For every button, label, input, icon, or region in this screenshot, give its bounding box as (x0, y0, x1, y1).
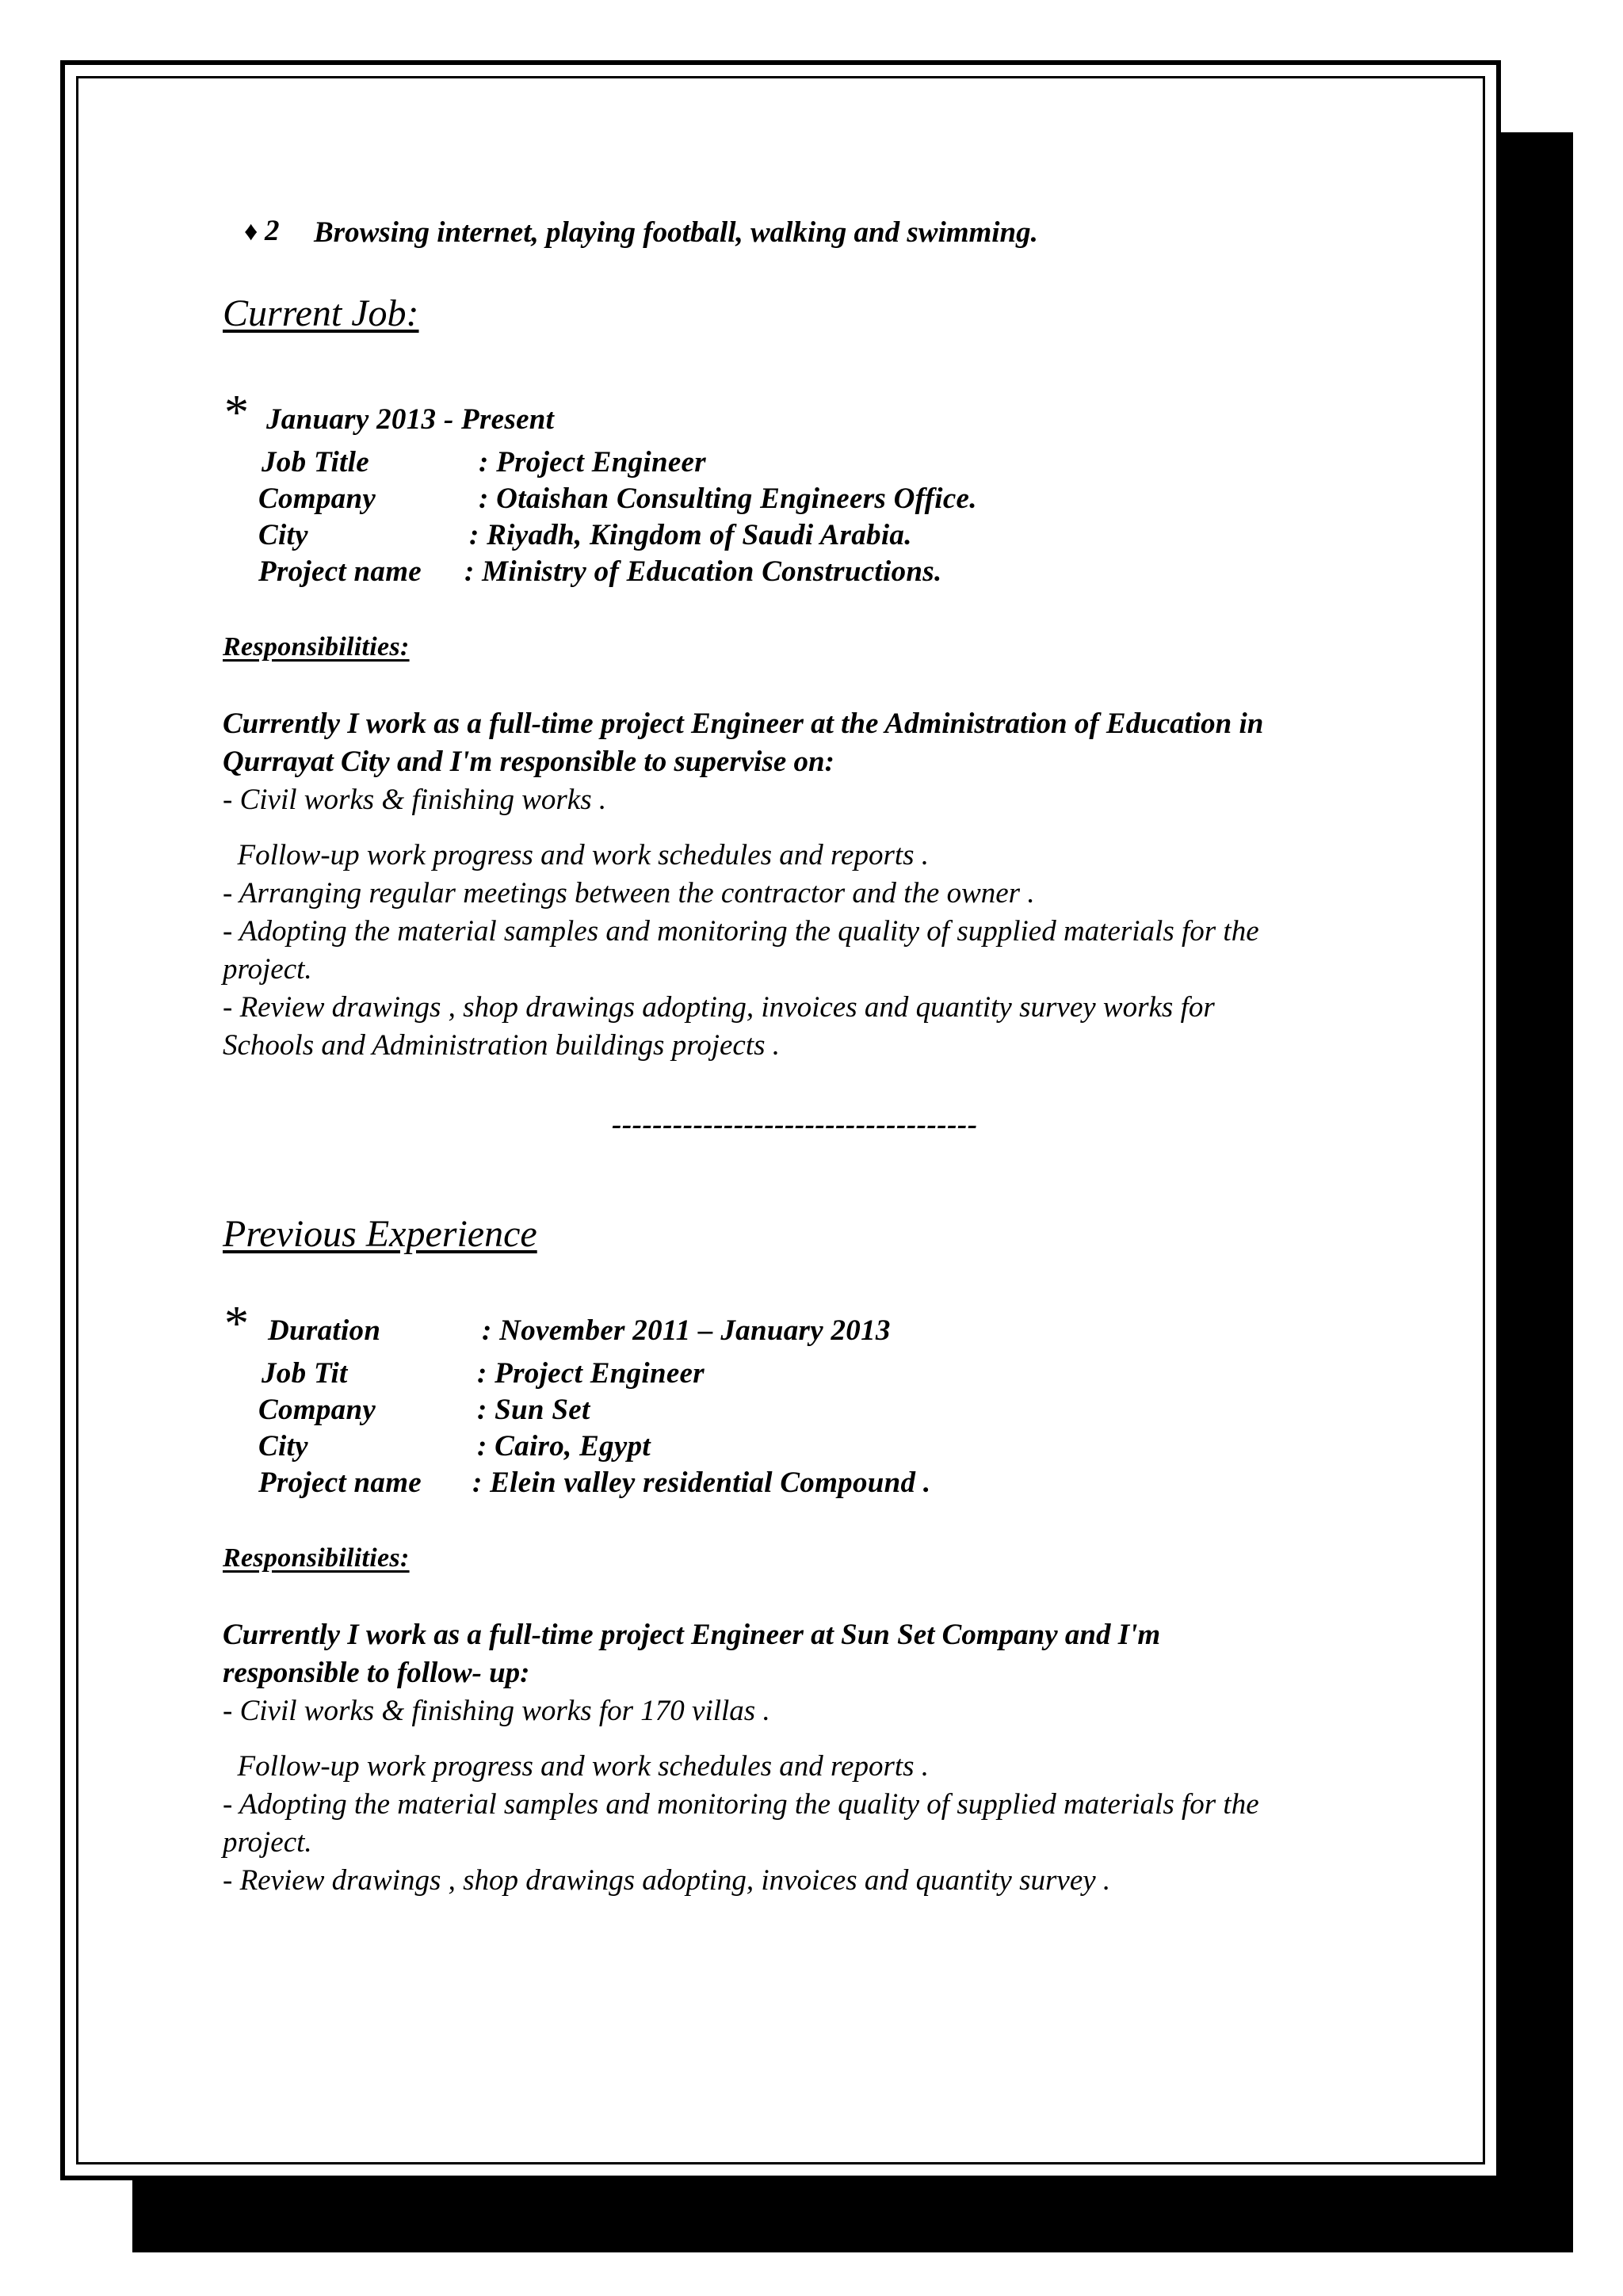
hobby-number: 2 (265, 215, 280, 247)
diamond-bullet-icon: ♦ (244, 217, 258, 246)
responsibility-line: - Arranging regular meetings between the contractor and the owner . (223, 877, 1035, 910)
responsibility-line: - Review drawings , shop drawings adopting, invoices and quantity survey . (223, 1864, 1111, 1897)
intro-line: Currently I work as a full-time project Engineer at Sun Set Company and I'm (223, 1619, 1161, 1651)
field-label-city: City (258, 519, 308, 551)
field-value-job-title: : Project Engineer (477, 1357, 705, 1390)
hobby-text: Browsing internet, playing football, walking and swimming. (314, 216, 1038, 249)
field-value-company: : Sun Set (477, 1394, 590, 1426)
responsibility-line: - Civil works & finishing works for 170 villas . (223, 1695, 770, 1727)
field-value-job-title: : Project Engineer (479, 446, 706, 479)
asterisk-icon: * (224, 1297, 249, 1351)
responsibility-line: - Civil works & finishing works . (223, 784, 607, 816)
asterisk-icon: * (224, 386, 249, 440)
field-value-company: : Otaishan Consulting Engineers Office. (479, 482, 977, 515)
responsibility-line: - Adopting the material samples and monitoring the quality of supplied materials for the (223, 1788, 1259, 1821)
intro-line: Currently I work as a full-time project Engineer at the Administration of Education in (223, 707, 1264, 740)
field-label-company: Company (258, 482, 376, 515)
field-value-project-name: : Elein valley residential Compound . (472, 1466, 931, 1499)
field-label-project-name: Project name (258, 1466, 422, 1499)
responsibility-line: Follow-up work progress and work schedules and reports . (223, 839, 930, 871)
responsibility-line: project. (223, 953, 312, 986)
current-job-heading: Current Job: (223, 292, 419, 334)
field-value-project-name: : Ministry of Education Constructions. (464, 555, 942, 588)
responsibility-line: - Review drawings , shop drawings adopting, invoices and quantity survey works for (223, 991, 1215, 1024)
responsibility-line: project. (223, 1826, 312, 1859)
field-value-city: : Cairo, Egypt (477, 1430, 651, 1463)
responsibilities-heading: Responsibilities: (223, 1543, 410, 1573)
responsibilities-heading: Responsibilities: (223, 632, 410, 662)
responsibility-line: Schools and Administration buildings projects . (223, 1029, 781, 1062)
previous-experience-heading: Previous Experience (223, 1213, 537, 1255)
field-value-city: : Riyadh, Kingdom of Saudi Arabia. (469, 519, 912, 551)
field-label-project-name: Project name (258, 555, 422, 588)
responsibility-line: - Adopting the material samples and monitoring the quality of supplied materials for the (223, 915, 1259, 948)
field-label-job-title: Job Title (262, 446, 369, 479)
field-label-company: Company (258, 1394, 376, 1426)
intro-line: Qurrayat City and I'm responsible to supervise on: (223, 746, 834, 778)
field-label-duration: Duration (268, 1314, 381, 1347)
field-label-city: City (258, 1430, 308, 1463)
intro-line: responsible to follow- up: (223, 1657, 530, 1689)
section-separator: ------------------------------------ (612, 1108, 978, 1141)
field-value-duration: : November 2011 – January 2013 (482, 1314, 891, 1347)
current-job-period: January 2013 - Present (266, 403, 555, 436)
responsibility-line: Follow-up work progress and work schedules and reports . (223, 1750, 930, 1783)
field-label-job-title: Job Tit (262, 1357, 348, 1390)
